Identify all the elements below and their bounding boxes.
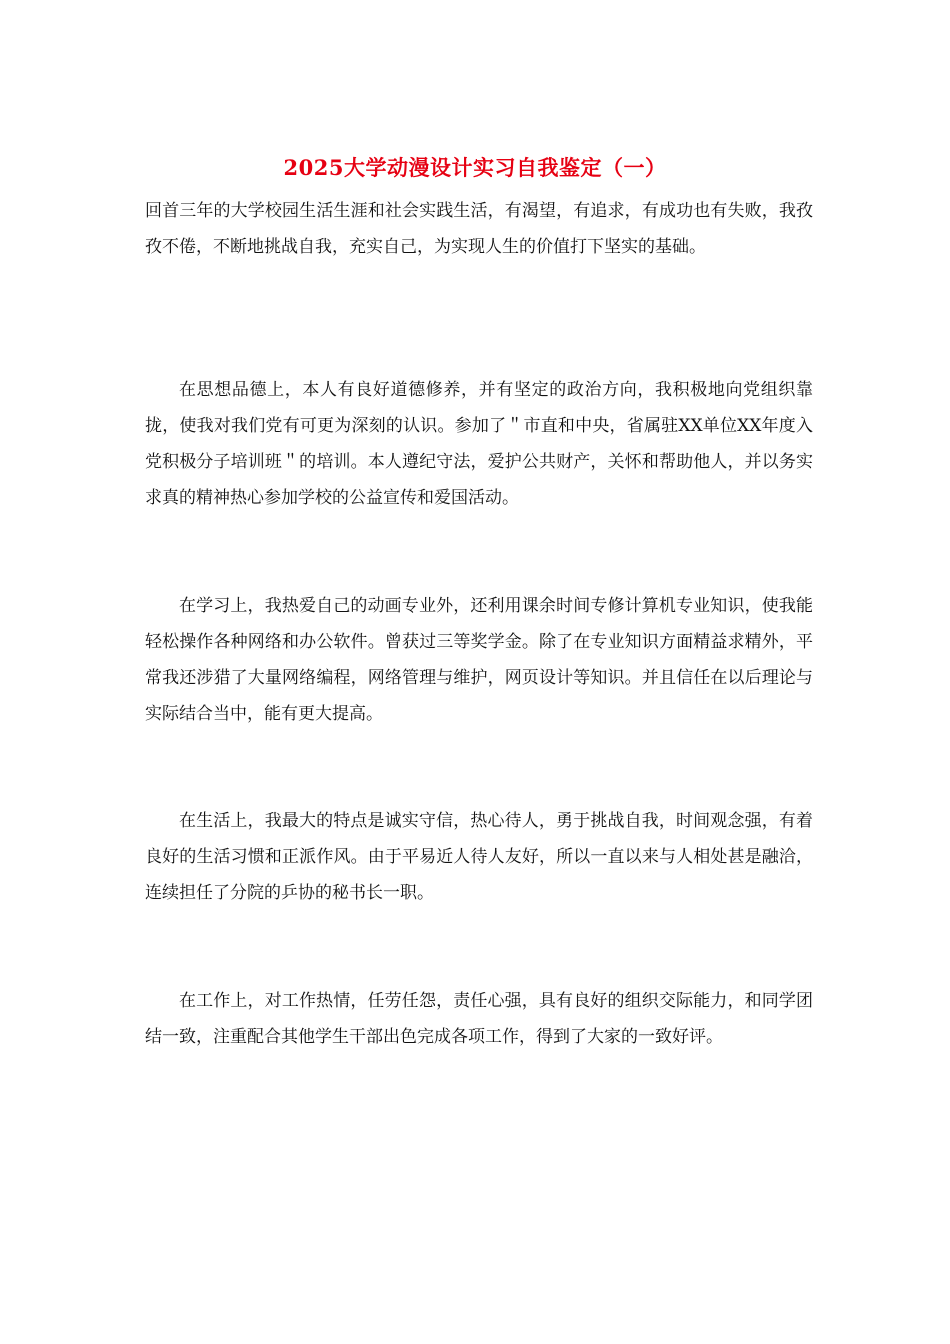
paragraph-ideology: 在思想品德上，本人有良好道德修养，并有坚定的政治方向，我积极地向党组织靠拢，使我对我们党有可更为深刻的认识。参加了＂市直和中央，省属驻XX单位XX年度入党积极分子培训班＂的培训。本人遵纪守法，爱护公共财产，关怀和帮助他人，并以务实求真的精神热心参加学校的公益宣传和爱国活动。 [145,380,813,508]
paragraph-work: 在工作上，对工作热情，任劳任怨，责任心强，具有良好的组织交际能力，和同学团结一致，注重配合其他学生干部出色完成各项工作，得到了大家的一致好评。 [145,991,813,1047]
paragraph-life: 在生活上，我最大的特点是诚实守信，热心待人，勇于挑战自我，时间观念强，有着良好的生活习惯和正派作风。由于平易近人待人友好，所以一直以来与人相处甚是融洽，连续担任了分院的乒协的秘书长一职。 [145,811,813,903]
paragraph-study: 在学习上，我热爱自己的动画专业外，还利用课余时间专修计算机专业知识，使我能轻松操作各种网络和办公软件。曾获过三等奖学金。除了在专业知识方面精益求精外，平常我还涉猎了大量网络编程，网络管理与维护，网页设计等知识。并且信任在以后理论与实际结合当中，能有更大提高。 [145,596,813,724]
paragraph-intro: 回首三年的大学校园生活生涯和社会实践生活，有渴望，有追求，有成功也有失败，我孜孜不倦，不断地挑战自我，充实自己，为实现人生的价值打下坚实的基础。 [145,201,813,257]
document-title: 2025大学动漫设计实习自我鉴定（一） [283,155,667,180]
